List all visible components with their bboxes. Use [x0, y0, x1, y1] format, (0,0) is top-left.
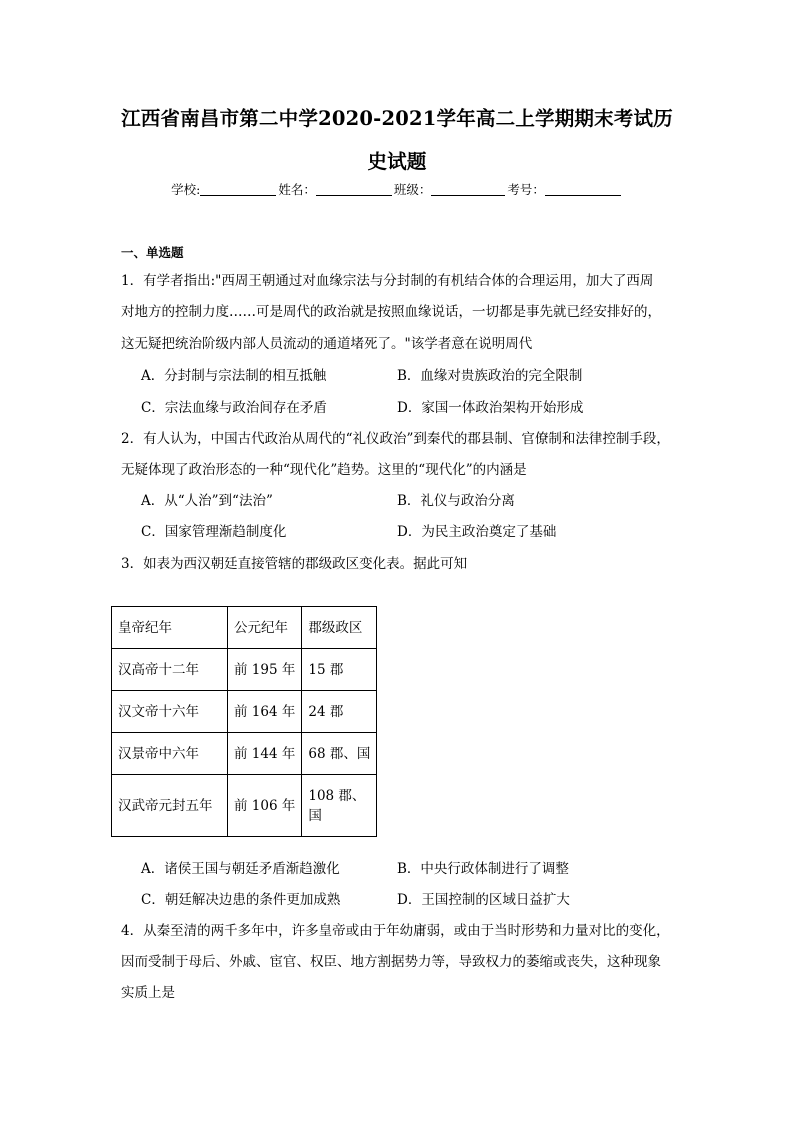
name-blank: [316, 183, 392, 196]
table-cell: 108 郡、国: [302, 775, 377, 837]
q3-stem-line-1: 3．如表为西汉朝廷直接管辖的郡级政区变化表。据此可知: [121, 556, 468, 572]
q2-stem-line-1: 2．有人认为，中国古代政治从周代的“礼仪政治”到秦代的郡县制、官僚制和法律控制手段，: [121, 431, 670, 447]
school-blank: [200, 183, 276, 196]
q1-stem-line-2: 对地方的控制力度……可是周代的政治就是按照血缘说话，一切都是事先就已经安排好的，: [121, 304, 661, 320]
q2-option-d: D．为民主政治奠定了基础: [397, 524, 557, 540]
q1-option-c: C．宗法血缘与政治间存在矛盾: [141, 400, 327, 416]
prefecture-change-table: [111, 606, 377, 837]
table-cell: 汉文帝十六年: [112, 691, 228, 733]
q3-option-a: A．诸侯王国与朝廷矛盾渐趋激化: [141, 861, 340, 877]
table-header-row: [112, 607, 377, 649]
table-row: [112, 775, 377, 837]
q2-stem-line-2: 无疑体现了政治形态的一种“现代化”趋势。这里的“现代化”的内涵是: [121, 462, 527, 478]
class-label: 班级：: [393, 182, 432, 197]
table-cell: 24 郡: [302, 691, 377, 733]
table-header-cell: 皇帝纪年: [112, 607, 228, 649]
table-cell: 15 郡: [302, 649, 377, 691]
table-cell: 汉武帝元封五年: [112, 775, 228, 837]
table-cell: 前 144 年: [228, 733, 302, 775]
section-heading: 一、单选题: [121, 245, 184, 260]
q3-option-c: C．朝廷解决边患的条件更加成熟: [141, 892, 341, 908]
exam-no-blank: [545, 183, 621, 196]
q2-option-b: B．礼仪与政治分离: [397, 493, 515, 509]
student-info-line: [0, 180, 794, 198]
q1-option-b: B．血缘对贵族政治的完全限制: [397, 368, 583, 384]
q2-option-c: C．国家管理渐趋制度化: [141, 524, 287, 540]
table-cell: 68 郡、国: [302, 733, 377, 775]
school-label: 学校:: [171, 182, 201, 197]
table-cell: 前 164 年: [228, 691, 302, 733]
table-row: [112, 649, 377, 691]
table-cell: 汉景帝中六年: [112, 733, 228, 775]
exam-title-line-2: 史试题: [367, 150, 427, 173]
table-cell: 前 195 年: [228, 649, 302, 691]
q2-option-a: A．从“人治”到“法治”: [141, 493, 273, 509]
q1-option-a: A．分封制与宗法制的相互抵触: [141, 368, 327, 384]
q1-stem-line-3: 这无疑把统治阶级内部人员流动的通道堵死了。"该学者意在说明周代: [121, 336, 533, 352]
name-label: 姓名：: [278, 182, 316, 197]
table-cell: 汉高帝十二年: [112, 649, 228, 691]
table-cell: 前 106 年: [228, 775, 302, 837]
class-blank: [431, 183, 505, 196]
table-header-cell: 公元纪年: [228, 607, 302, 649]
q1-option-d: D．家国一体政治架构开始形成: [397, 400, 584, 416]
table-row: [112, 691, 377, 733]
table-row: [112, 733, 377, 775]
q3-option-b: B．中央行政体制进行了调整: [397, 861, 569, 877]
q4-stem-line-2: 因而受制于母后、外戚、宦官、权臣、地方割据势力等，导致权力的萎缩或丧失，这种现象: [121, 954, 661, 970]
q4-stem-line-1: 4．从秦至清的两千多年中，许多皇帝或由于年幼庸弱，或由于当时形势和力量对比的变化，: [121, 923, 670, 939]
table-header-cell: 郡级政区: [302, 607, 377, 649]
exam-title-line-1: 江西省南昌市第二中学2020-2021学年高二上学期期末考试历: [121, 107, 673, 130]
exam-no-label: 考号：: [507, 182, 545, 197]
q3-option-d: D．王国控制的区域日益扩大: [397, 892, 570, 908]
q4-stem-line-3: 实质上是: [121, 985, 175, 1001]
q1-stem-line-1: 1．有学者指出:"西周王朝通过对血缘宗法与分封制的有机结合体的合理运用，加大了西周: [121, 273, 654, 289]
